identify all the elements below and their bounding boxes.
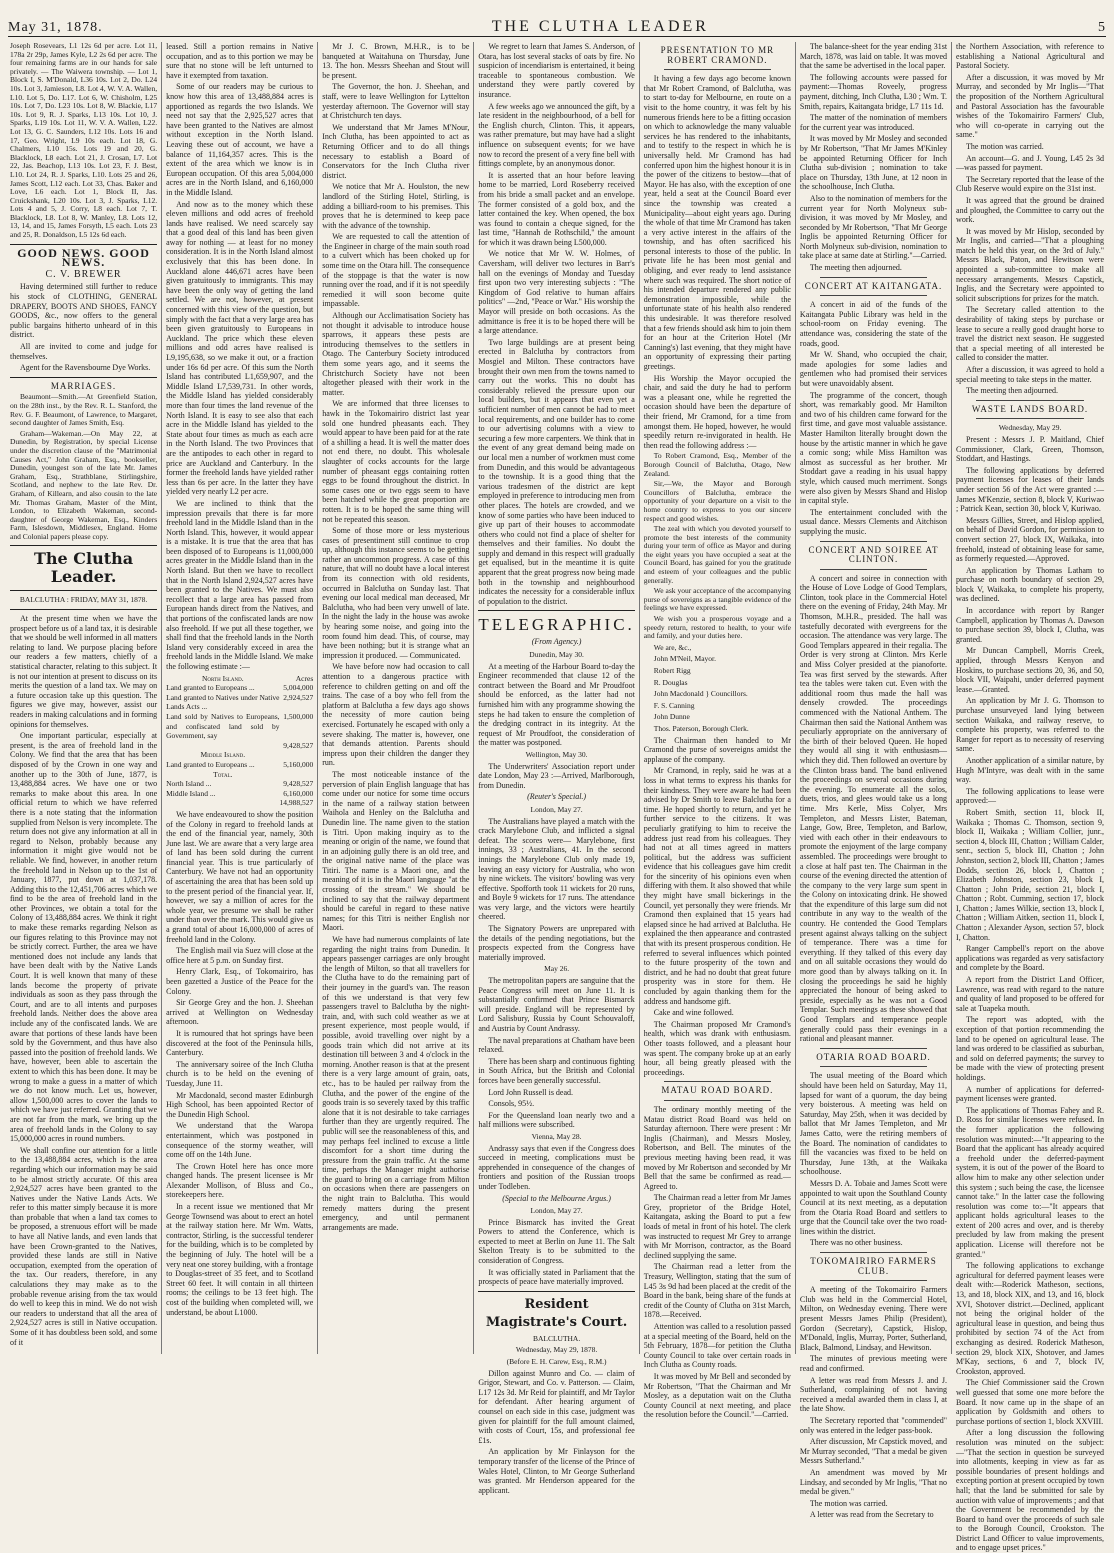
telegram-text: For the Queensland loan nearly two and a half millions were subscribed. — [478, 1110, 635, 1130]
article-paragraph: It was moved by Mr Mosley and seconded by Mr Robertson, "That Mr James M'Kinley be appointed Returning Officer for Inch Clutha sub-division ; nomination to take place on Thursday, 13th June, at 12 noon in the schoolhouse, Inch Clutha. — [799, 134, 948, 192]
news-item: A few weeks ago we announced the gift, by a late resident in the neighbourhood, of a bell for the English church, Clinton. This, it appears, was rather premature, but may have had a slight influence on subsequent events; for we have now to record the present of a very fine bell with fittings complete, by an anonymous donor. — [478, 101, 635, 169]
article-paragraph: There was no other business. — [809, 1238, 903, 1248]
court-date: Wednesday, May 29, 1878. — [515, 1345, 598, 1355]
telegram-text: The Signatory Powers are unprepared with the details of the pending negotiations, but the prospects expected from the Congress have materially improved. — [478, 924, 635, 962]
table-cell: Middle Island ... — [166, 788, 216, 798]
telegram-dateline: Vienna, May 28. — [531, 1131, 582, 1141]
table-cell: Land granted to Europeans ... — [166, 759, 255, 769]
news-item: In a recent issue we mentioned that Mr George Townsend was about to erect an hotel at the railway station here. Mr Wm. Watts, contractor, Stirling, is the successful tenderer for the building, which is to be completed by the beginning of July. The hotel will be a very neat one storey building, with a frontage to Douglas-street of 35 feet, and to Scotland Street 60 feet. It will contain in all thirteen rooms; the ceilings to be 13 feet high. The cost of the building when completed will, we understand, be about L1000. — [166, 1202, 314, 1317]
news-item: We have had numerous complaints of late regarding the night trains from Dunedin. It appears passenger carriages are only brought the length of Milton, so that all travellers for the Clutha have to do the remaining part of their journey in the guard's van. The reason of this we understand is that very few passengers travel to Balclutha by the night-train, and, with such cold weather as we at present experience, most people would, if possible, avoid travelling over night by a goods train which did not arrive at its destination till between 3 and 4 o'clock in the morning. Another reason is that at the present there is a very large amount of grain, oats, etc., has to be hauled per railway from the Clutha, and the power of the engine of the goods train is so severely taxed by this traffic alone that it is not desirable to take carriages further than they are urgently required. The public will see the reasonableness of this, and may perhaps feel inclined to excuse a little discomfort for a short time during the pressure from the grain traffic. At the same time, perhaps the Manager might authorise the guard to bring on a carriage from Milton on occasions when there are passengers on the night train to Balclutha. This would remedy matters during the present emergency, and until permanent arrangements are made. — [322, 935, 470, 1232]
article-paragraph: The applications of Thomas Fahey and R. D. Ross for similar licenses were refused. In the former application the following resolution was minuted:—"It appearing to the Board that the applicant has already acquired a freehold under the deferred-payment system, it is out of the power of the Board to allow him to make any other selection under this system ; such being the case, the licensee cannot take." In the latter case the following resolution was come to:—"It appears that applicant holds agricultural leases to the extent of 200 acres and over, and is thereby precluded by law from making the present application. License will therefore not be granted." — [956, 1105, 1105, 1259]
news-item: Some of those more or less mysterious cases of presentiment still continue to crop up, although this instance seems to be getting rather an uncommon progress. A case of this nature, that will no doubt have a local interest from its connection with old residents, occurred in Balclutha on Sunday last. That evening our local medical man deceased, Mr Balclutha, who had been very unwell of late. In the night the lady in the house was awoke by hearing some noise, and going into the room found him dead. This, of course, may have been nothing; but it is strange what an impression it produced. — Communicated. — [322, 526, 470, 660]
article-paragraph: The Secretary reported that the lease of the Club Reserve would expire on the 31st inst. — [956, 174, 1105, 194]
column-7 — [952, 42, 1108, 1553]
telegraphic-heading: TELEGRAPHIC. — [478, 615, 635, 635]
article-paragraph: It was moved by Mr Bell and seconded by Mr Robertson, "That the Chairman and Mr Mosley, as a deputation wait on the Clutha County Council at next meeting, and place the resolution before the Council."—Carried. — [643, 1371, 791, 1420]
news-item: Although our Acclimatisation Society has not thought it advisable to introduce house sparrows, it appears these pests are introducing themselves to the settlers in Otago. The Canterbury Society introduced them some years ago, and it seems the Christchurch Society have not been altogether pleased with their work in the matter. — [322, 311, 470, 397]
news-item: We are requested to call the attention of the Engineer in charge of the main south road to a culvert which has been choked up for some time on the Otara hill. The consequence of the stoppage is that the water is now running over the road, and if it is not speedily remedied it will soon become quite impassable. — [322, 232, 470, 309]
article-paragraph: It was agreed that the ground be drained and ploughed, the Committee to carry out the work. — [956, 195, 1105, 225]
signature-line: John M'Neil, Mayor. — [653, 654, 716, 664]
address-recipient: To Robert Cramond, Esq., Member of the Borough Council of Balclutha, Otago, New Zealand. — [643, 451, 791, 478]
telegraphic-source: (From Agency.) — [531, 637, 582, 647]
article-paragraph: The matter of the nomination of members for the current year was introduced. — [799, 113, 948, 132]
divider — [664, 1081, 771, 1082]
sale-results-list: Joseph Rosevears, L1 12s 6d per acre. Lot 11, 178a 2r 29p, James Kyle, L2 2s 6d per acre. The four remaining farms are in our hands for sale privately. — The Waiwera township. — Lot 1, Block I, S. M'Donald, L36 10s. Lot 2, Do. L24 10s. Lot 3, Jamieson, L8. Lot 4, W. V. A. Wallen, L10. Lot 5, Do. L17. Lot 6, W. Chisholm, L25 10s. Lot 7, Do. L23 10s. Lot 8, W. Blackie, L17 10s. Lot 9, R. J. Sparks, L13 10s. Lot 10, J. Sparks, L19 10s. Lot 11, W. V. A. Wallen, L22. Lot 13, G. C. Saunders, L12 10s. Lots 16 and 17, Geo. Wright, L9 10s each. Lot 18, G. Chalmers, L10 15s. Lots 19 and 20, G. Blacklock, L8 each. Lot 21, J. Crosan, L7. Lot 22, Jas. Beachop, L13 10s. Lot 23, F. J. Best, L10. Lot 24, R. J. Sparks, L10. Lots 25 and 26, James Scott, L12 each. Lot 33, Chas. Baker and Love, L6 each. Lot 1, Block II, Jas. Cruickshank, L20 10s. Lot 3, J. Sparks, L12. Lots 4 and 5, J. Corry, L8 each. Lot 7, T. Blacklock, L8. Lot 8, W. Manley, L8. Lots 12, 13, 14, and 15, James Forsyth, L5 each. Lots 23 and 25, R. Donaldson, L5 12s 6d each. — [10, 41, 158, 240]
article-paragraph: Mr W. Shand, who occupied the chair, made apologies for some ladies and gentlemen who had promised their services but were unavoidably absent. — [799, 350, 948, 388]
table-cell: Land granted to Europeans ... — [166, 683, 255, 693]
signature-line: F. S. Canning — [653, 700, 695, 710]
article-paragraph: Cake and wine followed. — [653, 1008, 734, 1018]
article-paragraph: Attention was called to a resolution passed at a special meeting of the Board, held on the 5th February, 1878—for petition the Clutha County Council to take over certain roads in Inch Clutha as County roads. — [643, 1322, 791, 1370]
article-paragraph: A concert and soiree in connection with the House of Love Lodge of Good Templars, Clinton, took place in the Commercial Hotel there on the evening of Friday, 24th May. Mr Thomson, M.H.R., presided. The hall was tastefully decorated with evergreens for the occasion. The attendance was very large. The Good Templars appeared in their regalia. The Order is very strong at Clinton. Mrs Kerle and Miss Colyer presided at the pianoforte. Tea was first served by the stewards. After tea the tables were taken cut. Even with the additional room thus made the hall was densely crowded. The proceedings commenced with the National Anthem. The Chairman then said the National Anthem was peculiarly appropriate on the anniversary of the birth of their beloved Queen. He hoped they would all sing it with enthusiasm—which they did. Then followed an overture by the Clinton brass band. The band enlivened the proceedings on several occasions during the evening. To enumerate all the solos, duets, trios, and glees would take us a long time. Mrs Kerle, Miss Colyer, Mrs Templeton, and Messrs Lister, Bateman, Lange, Gow, Bree, Templeton, and Barlow, vied with each other in their endeavours to promote the enjoyment of the large company assembled. The proceedings were brought to a close at half past ten. The Chairman in the course of the evening directed the attention of the company to the very large sum spent in the Colony on intoxicating drink. He showed that the expenditure of this large sum did not contribute in any way to the wealth of the country. He contended the Good Templars present against always talking on the subject of temperance. There was a time for everything. If they talked of this every day and on all suitable occasions they would do more good than by always talking on it. In closing the proceedings he said he highly appreciated the honour of being asked to preside, especially as he was not a Good Templar. Such meetings as these showed that Good Templars and temperance people generally could pass their evenings in a rational and pleasant manner. — [799, 573, 948, 1044]
divider — [820, 1252, 927, 1253]
telegram-text: The metropolitan papers are sanguine that the Peace Congress will meet on June 11. It is substantially confirmed that Prince Bismarck will preside. England will be represented by Lord Salisbury, Russia by Count Schouvaloff, and Austria by Count Andrassy. — [478, 976, 635, 1033]
masthead-date: May 31, 1878. — [8, 20, 103, 35]
divider — [478, 610, 634, 611]
article-heading: WASTE LANDS BOARD. — [971, 403, 1089, 414]
newspaper-columns — [6, 41, 1108, 1553]
news-item: Sir George Grey and the hon. J. Sheehan arrived at Wellington on Wednesday afternoon. — [166, 998, 314, 1027]
telegram-dateline: London, May 27. — [530, 804, 583, 814]
article-paragraph: A number of applications for deferred-payment licenses were granted. — [956, 1084, 1105, 1104]
table-heading: Total. — [213, 769, 233, 779]
signature-line: R. Douglas — [653, 677, 688, 687]
article-heading: CONCERT AND SOIREE AT CLINTON. — [808, 544, 939, 565]
news-item: We understand that the Waropa entertainment, which was postponed in consequence of the stormy weather, will come off on the 14th June. — [166, 1121, 314, 1160]
divider — [820, 1280, 927, 1281]
address-text: The zeal with which you devoted yourself to promote the best interests of the community during your term of office as Mayor and during the eight years you have occupied a seat at the Council Board, has gained for you the gratitude and esteem of your colleagues and the public generally. — [643, 524, 791, 585]
article-paragraph: The following accounts were passed for payment:—Thomas Roveely, progress payment, ditching, Inch Clutha, L30 ; Wm. T. Smith, repairs, Kaitangata bridge, L7 11s 1d. — [799, 72, 948, 111]
article-paragraph: Present : Messrs J. P. Maitland, Chief Commissioner, Clark, Green, Thomson, Stoddart, and Hastings. — [956, 434, 1105, 464]
leader-paragraph: At the present time when we have the prospect before us of a land tax, it is desirable that we should be well informed in all matters relating to land. We purpose placing before our readers a few matters, chiefly of a statistical character, relating to this subject. It is not our intention at present to discuss on its merits the question of a land tax. We may on a future occasion take up this question. The figures we give may, however, assist our readers in making calculations and in forming opinions for themselves. — [10, 614, 158, 729]
column-3 — [318, 42, 474, 1354]
court-case: An application by Mr Finlayson for the temporary transfer of the license of the Prince of Wales Hotel, Clinton, to Mr George Sutherland was granted. Mr Henderson appeared for the applicant. — [478, 1447, 635, 1495]
table-cell: 6,160,000 — [283, 788, 314, 798]
news-item: Mr Macdonald, second master Edinburgh High School, has been appointed Rector of the Dunedin High School. — [166, 1090, 314, 1119]
paper-title: The Clutha Leader. — [34, 549, 134, 587]
ad-merchant-name: C. V. BREWER — [45, 268, 122, 280]
article-paragraph: The programme of the concert, though short, was remarkably good. Mr Hamilton and two of his children came forward for the first time, and gave most valuable assistance. Master Hamilton literally brought down the house by the artistic manner in which he gave a comic song; while Miss Hamilton was almost as successful as her brother. Mr Stoddart gave a reading in his usual happy style, which caused much merriment. Songs were also given by Messrs Shand and Hislop in capital style. — [799, 390, 948, 506]
telegram-text: The naval preparations at Chatham have been relaxed. — [478, 1035, 635, 1055]
article-paragraph: A letter was read from Messrs J. and J. Sutherland, complaining of not having received a medal awarded them in class I, at the late Show. — [799, 1375, 948, 1414]
article-paragraph: Also to the nomination of members for the current year for North Molyneux sub-division, it was moved by Mr Mosley, and seconded by Mr Robertson, "That Mr George Inglis be appointed Returning Officer for North Molyneux sub-division, nomination to take place at same date at Stirling."—Carried. — [799, 193, 948, 261]
article-paragraph: A letter was read from the Secretary to — [809, 1510, 934, 1520]
column-6 — [796, 42, 952, 1520]
article-paragraph: It having a few days ago become known that Mr Robert Cramond, of Balclutha, was to start to-day for Melbourne, en route on a visit to the home country, it was felt by his numerous friends here to be a fitting occasion on which to acknowledge the many valuable services he has rendered to the inhabitants, and to testify to the respect in which he is universally held. Mr Cramond has had conferred upon him the highest honour it is in the power of the citizens to bestow—that of Mayor. He has also, with the exception of one year, held a seat at the Council Board ever since the township was created a Municipality—about eight years ago. During the whole of that time Mr Cramond has taken a very active interest in the affairs of the township, and has often sacrificed his personal interests to those of the public. In private life he has been most genial and obliging, and ever ready to lend assistance where such was required. The short notice of his intended departure rendered any public demonstration impossible, while the unfortunate state of his health also rendered this undesirable. It was therefore resolved that a few friends should ask him to join them for an hour at the Criterion Hotel (Mr Canning's) last evening, that they might have an opportunity of expressing their parting greetings. — [643, 74, 791, 371]
article-heading: PRESENTATION TO MR ROBERT CRAMOND. — [660, 45, 775, 65]
news-item: It is rumoured that hot springs have been discovered at the foot of the Peninsula hills, Canterbury. — [166, 1028, 314, 1058]
land-estimate-table — [166, 674, 313, 808]
leader-paragraph: We shall confine our attention for a little to the 13,488,884 acres, which is the area regarding which our information may be said to be almost strictly accurate. Of this area 2,924,527 acres have been granted to the Natives under the Native Lands Acts. We refer to this matter simply because it is more than probable that when a land tax comes to be proposed, a strenuous effort will be made to have all Native lands, and even lands that have been Crown-granted to the Natives, provided these lands are still in Native occupation, exempted from the operation of the tax. Our readers, therefore, in any calculations they may make as to the probable revenue arising from the tax would do well to keep this in mind. We do not wish our readers to understand that all the area of 2,924,527 acres is still in Native occupation. Some of it has doubtless been sold, and some of it — [10, 1145, 158, 1347]
divider — [664, 69, 771, 70]
signature-line: Robert Rigg — [653, 666, 691, 675]
divider — [820, 569, 927, 570]
ad-body: Having determined still further to reduce his stock of CLOTHING, GENERAL DRAPERY, BOOTS AND SHOES, FANCY GOODS, &c., now offers to the general public bargains hitherto unheard of in this district. — [10, 282, 158, 340]
court-heading: Resident Magistrate's Court. — [485, 1296, 628, 1330]
table-row — [166, 798, 313, 808]
telegram-text: The Australians have played a match with the crack Marylebone Club, and inflicted a signal defeat. The scores were— Marylebone, first innings, 33 ; Australians, 41. In the second innings the Marylebone Club only made 19, leaving an easy victory for Australia, who won by nine wickets. The visitors' bowling was very effective. Spofforth took 11 wickets for 20 runs, and Boyle 9 wickets for 17 runs. The attendance was very large, and the victors were heartily cheered. — [478, 816, 635, 922]
article-paragraph: The usual meeting of the Board which should have been held on Saturday, May 11, lapsed for want of a quorum, the day being very boisterous. A meeting was held on Saturday, May 25th, when it was decided by ballot that Mr James Templeton, and Mr James Catto, were the retiring members of the Board. The nomination of candidates to fill the vacancies was fixed to be held on Thursday, June 13th, at the Waikaka schoolhouse. — [799, 1071, 948, 1177]
paper-dateline: BALCLUTHA : FRIDAY, MAY 31, 1878. — [19, 595, 148, 605]
telegram-source: (Reuter's Special.) — [527, 792, 587, 802]
article-paragraph: The Chairman read a letter from the Treasury, Wellington, stating that the sum of L45 3s 9d had been placed at the credit of the Board in the bank, being share of the funds at credit of the County of Clutha on 31st March, 1878.—Received. — [643, 1262, 791, 1320]
table-row — [166, 760, 313, 770]
article-paragraph: Messrs D. A. Tobaie and James Scott were appointed to wait upon the Southland County Council at its next meeting, as a deputation from the Otaria Road Board and settlers to urge that the Council take over the two road-lines within the district. — [799, 1178, 948, 1236]
telegram-text: The Underwriters' Association report under date London, May 23 :—Arrived, Marlborough, from Dunedin. — [478, 761, 635, 790]
divider — [10, 244, 157, 245]
table-cell: 5,004,000 — [283, 683, 314, 693]
signature-line: We are, &c., — [653, 642, 692, 652]
table-row — [166, 712, 313, 741]
divider — [10, 377, 157, 378]
article-paragraph: A meeting of the Tokomairiro Farmers Club was held in the Commercial Hotel, Milton, on Wednesday evening. There were present Messrs James Philip (President), Gordon (Secretary), Capstick, Hislop, M'Donald, Inglis, Murray, Porter, Sutherland, Black, Balmond, Lindsay, and Hewitson. — [799, 1285, 948, 1352]
news-item: We are informed that three licenses to hawk in the Tokomairiro district last year sold one hundred pheasants each. They would appear to have been paid for at the rate of a shilling a head. It is well the matter does not end there, no doubt. This wholesale slaughter of cocks accounts for the large number of pheasant eggs containing rotten eggs to be found throughout the district. In some cases one or two eggs seem to have been hatched while the great proportion are rotten. It is to be hoped the same thing will not be repeated this season. — [322, 399, 470, 524]
article-paragraph: The Chairman then handed to Mr Cramond the purse of sovereigns amidst the applause of the company. — [643, 735, 791, 764]
telegram-text: It was officially stated in Parliament that the prospects of peace have materially improved. — [478, 1267, 635, 1287]
table-row — [166, 779, 313, 789]
article-paragraph: An application by Mr J. G. Thomson to purchase unsurveyed land lying between section Waikaka, and railway reserve, to complete his property, was referred to the Ranger for report as to necessity of reserving same. — [956, 696, 1105, 754]
leader-paragraph: We have endeavoured to show the position of the Colony in regard to freehold lands at the end of the financial year, namely, 30th June last. We are aware that a very large area of land has been sold during the current financial year. This is true particularly of Canterbury. We have not had an opportunity of ascertaining the area that has been sold up to the present period of the financial year. If, however, we say a million of acres for the whole year, we presume we shall be rather under than over the mark. This would give us a grand total of about 16,000,000 of acres of freehold land in the Colony. — [166, 809, 314, 944]
article-paragraph: The balance-sheet for the year ending 31st March, 1878, was laid on table. It was moved that the same be advertised in the local paper. — [799, 42, 948, 71]
article-paragraph: The ordinary monthly meeting of the Matau district Road Board was held on Saturday afternoon. There were present : Mr Inglis (Chairman), and Messrs Mosley, Robertson, and Bell. The minutes of the previous meeting having been read, it was moved by Mr Robertson and seconded by Mr Bell that the same be confirmed as read.—Agreed to. — [643, 1104, 791, 1191]
article-paragraph: The following applications to exchange agricultural for deferred payment leases were dealt with:—Roderick Matheson, sections, 13, and 18, block XIX, and 13, and 16, block XVI, Shotover district.—Declined, applicant not being the original holder of the agricultural lease in question, and being thus prohibited by section 74 of the Act from exchanging as desired. Roderick Matheson, section 29, block XIX, Shotover, and James M'Kay, sections, 6 and 7, block IV, Crookston, approved. — [956, 1261, 1105, 1376]
divider — [820, 541, 927, 542]
news-item: The most noticeable instance of the perversion of plain English language that has come under our notice for some time occurs in the name of a railway station between Waihola and Henley on the Balclutha and Dunedin line. The name given to the station is Titri. Upon making inquiry as to the meaning or origin of the name, we found that in an adjoining gully there is an old tree, and the original native name of the place was Titiri. The name is a Maori one, and the meaning of it is in the Maori language "at the crossing of the stream." We should be inclined to say that the railway department should be careful in regard to these native names; for this Titri is neither English nor Maori. — [322, 769, 470, 933]
masthead-title: THE CLUTHA LEADER — [491, 18, 709, 35]
address-text: We wish you a prosperous voyage and a speedy return, restored to health, to your wife and family, and your duties here. — [643, 614, 791, 641]
article-paragraph: After a discussion, it was moved by Mr Murray, and seconded by Mr Inglis—"That the proposition of the Northern Agricultural and Pastoral Association has the favourable wishes of the Tokomairiro Farmers' Club, who will co-operate in carrying out the same." — [956, 72, 1105, 140]
article-paragraph: Ranger Campbell's report on the above applications was regarded as very satisfactory and complete by the Board. — [956, 944, 1105, 973]
table-cell — [166, 741, 279, 751]
leader-paragraph: We are inclined to think that the impression prevails that there is far more freehold land in the Middle Island than in the North Island. This, however, it would appear is a mistake. It is true that the area that has been disposed of to Europeans is 11,000,000 acres greater in the Middle Island than in the North Island. But then we have to recollect that in the North Island 2,924,527 acres have been granted to the Natives. We must also recollect that a large area has passed from European hands direct from the Natives, and that portions of the confiscated lands are now also freehold. If we put all these together, we shall find that the freehold lands in the North Island very considerably exceed in area the freehold lands in the Middle Island. We make the following estimate :— — [166, 498, 314, 671]
article-paragraph: The report was adopted, with the exception of that portion recommending the land to be opened on agricultural lease. The land was ordered to be classified as suburban, and sold on deferred payments; the survey to be made with the view of protecting present holdings. — [956, 1015, 1105, 1082]
column-4 — [474, 42, 639, 1495]
table-heading: Middle Island. — [200, 750, 246, 760]
article-paragraph: The Chairman read a letter from Mr James Grey, proprietor of the Bridge Hotel, Kaitangata, asking the Board to put a few loads of metal in front of his hotel. The clerk was instructed to request Mr Grey to arrange with Mr Morrison, contractor, as the Board declined supplying the same. — [643, 1193, 791, 1260]
news-item: We understand that Mr James M'Nour, Inch Clutha, has been appointed to act as Returning Officer and to do all things necessary to establish a Board of Conservators for the Inch Clutha river district. — [322, 122, 470, 180]
divider — [10, 590, 157, 591]
article-paragraph: An amendment was moved by Mr Lindsay, and seconded by Mr Inglis, "That no medal be given." — [799, 1467, 948, 1497]
article-paragraph: Robert Smith, section 11, block II, Waikaka ; Thomas C. Thomson, section 9, block II, Waikaka ; William Collier, junr., section 4, block III, Chatton ; William Calder, senr., section 5, block III, Chatton ; John Johnston, section 2, block III, Chatton ; James Dodds, section 26, block I, Chatton ; Elizabeth Johnston, section 23, block I, Chatton ; John Pride, section 21, block I, Chatton ; Robt. Cumming, section 17, block I, Chatton ; James Wilkie, section 13, block I, Chatton ; William Aitken, section 11, block I, Chatton ; Alexander Ayson, section 57, block I, Chatton. — [956, 807, 1105, 942]
news-item: We have before now had occasion to call attention to a dangerous practice with reference to children getting on and off the trains. The case of a boy who fell from the platform at Balclutha a few days ago shows the necessity of more caution being exercised. Fortunately he escaped with only a severe shaking. The matter is, however, one that demands attention. Parents should impress upon their children the danger they run. — [322, 662, 470, 768]
divider — [976, 400, 1084, 401]
news-item: The Governor, the hon. J. Sheehan, and staff, were to leave Wellington for Lyttelton yesterday afternoon. The Governor will stay at Christchurch ten days. — [322, 82, 470, 121]
article-paragraph: Messrs Gillies, Street, and Hislop applied, on behalf of David Gordon, for permission to convert section 27, block IX, Waikaka, into freehold, instead of obtaining lease for same, as formerly requested.—Approved. — [956, 515, 1105, 564]
news-item: We notice that Mr A. Houlston, the new landlord of the Stirling Hotel, Stirling, is adding a billiard-room to his premises. This proves that he is determined to keep pace with the advance of the township. — [322, 182, 470, 230]
table-row — [166, 683, 313, 693]
news-item: The anniversary soiree of the Inch Clutha church is to be held on the evening of Tuesday, June 11. — [166, 1059, 314, 1088]
table-cell — [166, 798, 279, 808]
news-item: Henry Clark, Esq., of Tokomairiro, has been gazetted a Justice of the Peace for the Colony. — [166, 967, 314, 996]
article-date: Wednesday, May 29. — [998, 423, 1062, 433]
article-paragraph: After a long discussion the following resolution was minuted on the subject:—"That the section in question be surveyed into allotments, keeping in view as far as possible boundaries of present holdings and excepting portion at present occupied by town hall; that the land be submitted for sale by auction with value of improvements ; and that the Government be recommended by the Board to hand over the proceeds of such sale to the Borough Council, Crookston. The District Land Officer to value improvements, and to engage upset prices." — [956, 1428, 1105, 1553]
news-item: We regret to learn that James S. Anderson, of Otara, has lost several stacks of oats by fire. No suspicion of incendiarism is entertained, it being traceable to spontaneous combustion. We understand they were partly covered by insurance. — [478, 42, 635, 99]
table-cell: North Island ... — [166, 779, 212, 789]
leader-paragraph: leased. Still a portion remains in Native occupation, and as to this portion we may be sure that no stone will be left unturned to have it exempted from taxation. — [166, 42, 314, 80]
article-paragraph: The meeting then adjourned. — [809, 263, 902, 273]
article-heading: CONCERT AT KAITANGATA. — [804, 280, 943, 291]
article-paragraph: Another application of a similar nature, by Hugh M'Intyre, was dealt with in the same way. — [956, 755, 1105, 785]
news-item: We notice that Mr W. W. Holmes, of Caversham, will deliver two lectures in Barr's hall on the evenings of Monday and Tuesday first upon two very interesting subjects : "The Kingdom of God relative to human affairs politics" —2nd, "Peace or War." His worship the Mayor will preside on both occasions. As the admittance is free it is to be hoped there will be a large attendance. — [478, 249, 635, 336]
ad-body-2: All are invited to come and judge for themselves. — [10, 342, 158, 361]
article-paragraph: the Northern Association, with reference to establishing a National Agricultural and Pastoral Society. — [956, 42, 1105, 71]
article-paragraph: The motion was carried. — [966, 141, 1044, 151]
column-2 — [162, 42, 318, 1354]
article-paragraph: The Chairman proposed Mr Cramond's health, which was drank with enthusiasm. Other toasts followed, and a pleasant hour was spent. The company broke up at an early hour, all being greatly pleased with the proceedings. — [643, 1019, 791, 1077]
news-item: Mr J. C. Brown, M.H.R., is to be banqueted at Waitahuna on Thursday, June 13. The hon. Messrs Sheehan and Stout will be present. — [322, 42, 470, 80]
table-cell: 9,428,527 — [283, 779, 314, 789]
telegram-dateline: Wellington, May 30. — [525, 749, 588, 759]
signature-line: Thos. Paterson, Borough Clerk. — [653, 723, 749, 733]
leader-paragraph: Some of our readers may be curious to know how this area of 13,488,884 acres is apportioned as regards the two Islands. We need not say that the 2,925,527 acres that have been granted to the Natives are almost without exception in the North Island. Leaving these out of account, we have a balance of 11,164,357 acres. This is the extent of the area which we know is in European occupation. Of this area 5,004,000 acres are in the North Island, and 6,160,000 in the Middle Island. — [166, 82, 314, 197]
divider — [664, 1100, 771, 1101]
leader-paragraph: And now as to the money which these eleven millions and odd acres of freehold lands have realised. We need scarcely say that a good deal of this land has been given away for nothing — at least for no money consideration. It is in the North Island almost exclusively that this has been done. In Auckland alone 446,671 acres have been given gratuitously to immigrants. This may have been the only way of getting the land settled. We are not, however, at present concerned with this view of the question, but simply with the fact that a very large area has been given gratuitously to Europeans in Auckland. The price which these eleven millions and odd acres have realised is L9,195,638, so we make it out, or a fraction under 16s 6d per acre. Of this sum the North Island has contributed L1,659,907, and the Middle Island L7,539,731. In other words, the Middle Island has yielded considerably more than four times the land revenue of the North Island. It is easy to see also that each acre in the Middle Island has yielded to the State about four times as much as each acre in the North Island. The two Provinces that are the antipodes to each other in regard to price are Auckland and Canterbury. In the former the freehold lands have yielded rather less than 6s per acre. In the latter they have yielded very nearly L2 per acre. — [166, 199, 314, 497]
address-text: Sir,—We, the Mayor and Borough Councillors of Balclutha, embrace the opportunity of your departure on a visit to the home country to express to you our sincere respect and good wishes. — [643, 479, 791, 523]
telegram-dateline: May 26. — [544, 964, 570, 974]
table-cell: 9,428,527 — [283, 740, 314, 750]
article-paragraph: Mr Duncan Campbell, Morris Creek, applied, through Messrs Kenyon and Hoskins, to purchase sections 20, 36, and 50, block VII, Waipahi, under deferred payment lease.—Granted. — [956, 646, 1105, 694]
table-cell: 2,924,527 — [283, 692, 314, 702]
article-heading: TOKOMAIRIRO FARMERS CLUB. — [810, 1256, 937, 1276]
table-heading: North Island. — [201, 673, 244, 683]
divider — [820, 295, 927, 296]
signature-line: John Macdonald } Councillors. — [653, 689, 748, 699]
telegram-text: Prince Bismarck has invited the Great Powers to attend the Conference, which is expected to meet at Berlin on June 11. The Salt Skelton Treaty is to be submitted to the consideration of Congress. — [478, 1217, 635, 1266]
page-number: 5 — [1098, 20, 1106, 35]
table-cell: 1,500,000 — [283, 711, 314, 721]
article-heading: MATAU ROAD BOARD. — [661, 1085, 774, 1096]
article-paragraph: A concert in aid of the funds of the Kaitangata Public Library was held in the school-room on Friday evening. The attendance was, considering the state of the roads, good. — [799, 300, 948, 348]
court-place: BALCLUTHA. — [532, 1333, 581, 1343]
article-paragraph: The following applications to lease were approved:— — [956, 786, 1105, 806]
telegram-text: Consols, 95½. — [488, 1099, 535, 1109]
court-magistrate: (Before E. H. Carew, Esq., R.M.) — [506, 1357, 607, 1367]
signature-line: John Dunne — [653, 712, 690, 722]
telegram-text: Lord John Russell is dead. — [488, 1087, 574, 1097]
divider — [820, 277, 927, 278]
table-cell: 14,988,527 — [279, 798, 314, 808]
table-row — [166, 741, 313, 751]
article-paragraph: Mr Cramond, in reply, said he was at a loss in what terms to express his thanks for their kindness. They were aware he had been advised by Dr Smith to leave Balclutha for a time. He hoped shortly to return, and yet he further service to the citizens. It was peculiarly gratifying to him to receive the address just read from his colleagues. They had not at all times agreed in matters political, but the address was sufficient evidence that his colleagues gave him credit for the sincerity of his opinions even when differing with them. It also showed that while they might have small bickerings in the Council, yet personally they were friends. Mr Cramond then explained that 15 years had elapsed since he had arrived at Balclutha. He explained the then appearance and contrasted that with its present prosperous condition. He referred to several influences which pointed to the future prosperity of the town and district, and he had no doubt that great future prosperity was in store for them. He concluded by again thanking them for the address and handsome gift. — [643, 766, 791, 1006]
article-paragraph: The Secretary reported that "commended" only was entered in the ledger pass-book. — [799, 1415, 948, 1435]
article-paragraph: The Secretary called attention to the desirability of taking steps by purchase or lease to secure a really good draught horse to travel the district next season. He suggested that a special meeting of all interested be called to consider the matter. — [956, 305, 1105, 363]
marriages-heading: MARRIAGES. — [50, 380, 117, 391]
address-text: We ask your acceptance of the accompanying purse of sovereigns as a tangible evidence of the feelings we have expressed. — [643, 586, 791, 613]
article-heading: OTARIA ROAD BOARD. — [816, 1051, 931, 1062]
divider — [10, 545, 157, 546]
telegram-dateline: Dunedin, May 30. — [529, 650, 584, 660]
table-unit: Acres — [295, 673, 314, 683]
table-cell: Land granted to Natives under Native Lands Acts ... — [166, 692, 280, 712]
article-paragraph: After discussion, Mr Capstick moved, and Mr Murray seconded, "That a medal be given Messrs Sutherland." — [799, 1437, 948, 1466]
table-cell: 5,160,000 — [283, 759, 314, 769]
news-item: The English mail via Suez will close at the office here at 5 p.m. on Sunday first. — [166, 946, 314, 965]
table-row — [166, 789, 313, 799]
article-paragraph: The Chief Commissioner said the Crown well guessed that some one more before the Board. It now came up in the shape of an application by Goldsmith and others to purchase portions of section 1, block XXVIII. — [956, 1378, 1105, 1426]
telegram-text: Andrassy says that even if the Congress does succeed in meeting, complications must be apprehended in consequence of the changes of frontiers and position of the Russian troops under Todleben. — [478, 1143, 635, 1191]
divider — [478, 1291, 634, 1292]
article-paragraph: The motion was carried. — [809, 1498, 888, 1508]
news-item: Two large buildings are at present being erected in Balclutha by contractors from Mosgiel and Milton. These contractors have brought their own men from the towns named to carry out the works. This no doubt has considerably relieved the pressure upon our local builders, but it appears that even yet a sufficient number of men cannot be had to meet local requirements, and one builder has to come to our advertising columns with a view to securing a few more carpenters. We think that in the event of any great demand being made on our local men a number of workmen must come from Dunedin, and this would be advantageous to the township. It is a good thing that the various tradesmen of the district are kept employed in preference to introducing men from other places. The hotels are crowded, and we know of some parties who have been induced to give up part of their houses to accommodate others who could not find a place of shelter for themselves and their families. No doubt the supply and demand in this respect will gradually get equalised, but in the meantime it is quite apparent that the great progress now being made both in the township and neighbourhood indicates the necessity for a considerable influx of population to the district. — [478, 337, 635, 606]
column-1 — [6, 42, 162, 1354]
article-paragraph: It was moved by Mr Hislop, seconded by Mr Inglis, and carried—"That a ploughing match be held this year, on the 3rd of July." Messrs Black, Paton, and Hewitson were appointed a sub-committee to make all necessary arrangements. Messrs Capstick, Inglis, and the Secretary were appointed to solicit subscriptions for prizes for the match. — [956, 226, 1105, 303]
column-5 — [640, 42, 796, 1420]
telegram-text: There has been sharp and continuous fighting in South Africa, but the British and Colonial forces have been generally successful. — [478, 1056, 635, 1085]
article-paragraph: After a discussion, it was agreed to hold a special meeting to take steps in the matter. — [956, 365, 1105, 384]
marriage-notice: Beaumont—Smith.—At Greenfield Station, on the 28th inst., by the Rev. R. L. Stanford, the Rev. G. F. Beaumont, of Lawrence, to Margaret, second daughter of James Smith, Esq. — [10, 392, 158, 428]
news-item: It is asserted that an hour before leaving home to be married, Lord Roseberry received from his bride a small packet and an envelope. The former consisted of a gold box, and the latter contained the key. When opened, the box was found to contain a cheque signed, for the last time, "Hannah de Rothschild," the amount for which it was drawn being L500,000. — [478, 170, 635, 247]
table-cell: Land sold by Natives to Europeans, and confiscated land sold by Government, say — [166, 711, 280, 741]
ad-heading: GOOD NEWS. GOOD NEWS. — [17, 245, 150, 270]
masthead — [8, 6, 1106, 37]
telegram-dateline: London, May 27. — [530, 1206, 583, 1216]
divider — [820, 1066, 927, 1067]
divider — [820, 1048, 927, 1049]
court-case: Dillon against Munro and Co. — claim of Grigor, Stewart, and Co. v. Patterson. — Claim, L17 12s 3d. Mr Reid for plaintiff, and Mr Taylor for defendant. After hearing argument of counsel on each side in this case, judgment was given for plaintiff for the full amount claimed, with costs of Court, 15s, and professional fee £1s. — [478, 1368, 635, 1445]
telegram-source: (Special to the Melbourne Argus.) — [502, 1193, 611, 1203]
article-paragraph: The meeting then adjourned. — [966, 386, 1059, 396]
marriage-notice: Graham—Wakeman.—On May 22, at Dunedin, by Registration, by special License under the discretion clause of the "Matrimonial Causes Act," John Graham, Esq., bookseller, Dunedin, youngest son of the late Mr. James Graham, Esq., Strathblane, Stirlingshire, Scotland, and nephew to the late Rev. Dr. Graham, of Killearn, and also cousin to the late Mr. Thomas Graham, Master of the Mint, London, to Elizabeth Wakeman, second-daughter of George Wakeman, Esq., Kinders Farm, Islesdown, Middlesex, England. Home and Colonial papers please copy. — [10, 428, 158, 541]
article-paragraph: In accordance with report by Ranger Campbell, application by Thomas A. Dawson to purchase section 39, block I, Clutha, was granted. — [956, 606, 1105, 644]
table-row — [166, 693, 313, 712]
article-paragraph: The minutes of previous meeting were read and confirmed. — [799, 1354, 948, 1373]
news-item: The Crown Hotel here has once more changed hands. The present licensee is Mr Alexander Mollison, of Bluss and Co., storekeepers here. — [166, 1161, 314, 1200]
divider — [10, 609, 157, 610]
divider — [976, 418, 1084, 419]
article-paragraph: An application by Thomas Latham to purchase on north boundary of section 29, block V, Waikaka, to complete his property, was declined. — [956, 565, 1105, 604]
telegram-text: At a meeting of the Harbour Board to-day the Engineer recommended that clause 12 of the contract between the Board and Mr Proudfoot should be enforced, as the latter had not furnished him with any programme showing the steps he had taken to ensure the completion of the dredging contract in its integrity. At the request of Mr Proudfoot, the consideration of the matter was postponed. — [478, 661, 635, 748]
article-paragraph: The following applications by deferred payment licenses for leases of their lands under section 56 of the Act were granted :—James M'Kenzie, section 8, block V, Kuriwao ; Patrick Kean, section 30, block V, Kuriwao. — [956, 465, 1105, 514]
article-paragraph: A report from the District Land Officer, Lawrence, was read with regard to the nature and quality of land proposed to be offered for sale at Tuapeka mouth. — [956, 975, 1105, 1013]
article-paragraph: His Worship the Mayor occupied the chair, and said the duty he had to perform was a pleasant one, while he regretted the occasion should have been the departure of their friend, Mr Cramond, for a time from amongst them. He hoped, however, he would speedily return re-invigorated in health. He then read the following address :— — [643, 373, 791, 450]
article-paragraph: The entertainment concluded with the usual dance. Messrs Clements and Aitchison supplying the music. — [799, 507, 948, 536]
article-paragraph: An account—G. and J. Young, L45 2s 3d—was passed for payment. — [956, 153, 1105, 173]
leader-paragraph: One important particular, especially at present, is the area of freehold land in the Colony. We find that the area that has been disposed of by the Crown in one way and another up to the 30th of June, 1877, is 13,488,884 acres. We have one or two remarks to make about this area. In one official return to which we have referred there is a note stating that the information supplied from Nelson is very incomplete. The return does not give any information at all in regard to Nelson, probably because any information it might give would not be reliable. We find, however, in another return the freehold land in Nelson up to the 1st of January, 1877, put down at 1,037,178. Adding this to the 12,451,706 acres which we find to be the area of freehold land in the other Provinces, we obtain a total for the Colony of 13,488,884 acres. We think it right to make these remarks regarding Nelson as our figures relating to this Province may not be strictly correct. Further, the area we have mentioned does not include any lands that have been dealt with by the Native Lands Court. It is well known that many of these lands become the property of private individuals as soon as they pass through the Court, and are to all intents and purposes freehold lands. Neither does the above area include any of the confiscated lands. We are aware that portions of these lands have been sold by the Government, and thus have also passed into the position of freehold lands. We have, however, been able to ascertain the extent to which this has been done. It may be wrong to make a guess in a matter of which we do not know much. Let us, however, allow 1,500,000 acres to cover the lands to which we have just referred. Granting that we are not far from the mark, we bring up the area of freehold lands in the Colony to say 15,000,000 acres in round numbers. — [10, 731, 158, 1144]
ad-agent: Agent for the Ravensbourne Dye Works. — [20, 363, 151, 373]
